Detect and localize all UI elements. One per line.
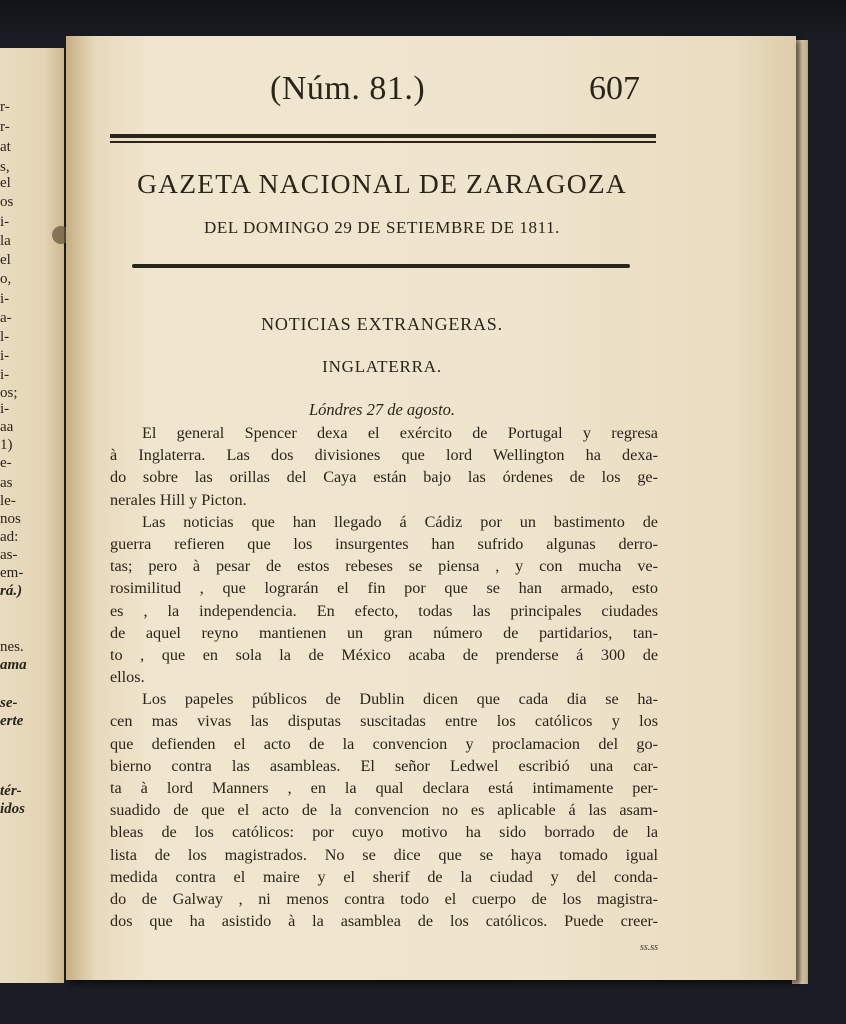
left-page-fragment: as <box>0 475 13 491</box>
left-page-fragment: as- <box>0 547 18 563</box>
text-line: nerales Hill y Picton. <box>110 490 247 509</box>
place-date: Lóndres 27 de agosto. <box>308 400 456 419</box>
text-line: rosimilitud , que lograrán el fin por que se han armado, esto <box>110 579 658 598</box>
text-line: dos que ha asistido à la asamblea de los católicos. Puede creer- <box>110 912 658 931</box>
left-page-fragment: i- <box>0 348 10 364</box>
left-page-fragment: i- <box>0 367 10 383</box>
text-line: do de Galway , ni menos contra todo el cuerpo de los magistra- <box>110 889 658 908</box>
page-number: 607 <box>589 70 640 107</box>
text-line: suadido de que el acto de la convencion no es aplicable á las asam- <box>110 801 658 820</box>
text-line: tas; pero à pesar de estos rebeses se piensa , y con mucha ve- <box>110 557 658 576</box>
left-page-fragment: at <box>0 139 11 155</box>
left-page-fragment: 1) <box>0 437 13 453</box>
left-page-fragment: rá.) <box>0 583 23 599</box>
left-page-fragment: l- <box>0 329 10 345</box>
left-page-fragment: el <box>0 175 11 191</box>
text-line: to , que en sola la de México acaba de prenderse á 300 de <box>110 645 658 664</box>
left-page-fragment: i- <box>0 291 10 307</box>
left-page-fragment: r- <box>0 99 10 115</box>
left-page-fragment: se- <box>0 695 18 711</box>
background <box>0 0 846 40</box>
left-page-fragment: el <box>0 252 11 268</box>
left-page-fragment: o, <box>0 271 12 287</box>
left-page-fragment: os <box>0 194 14 210</box>
left-page-fragment: idos <box>0 801 26 817</box>
text-line: bleas de los católicos: por cuyo motivo ha sido borrado de la <box>110 823 658 842</box>
left-page-fragment: nes. <box>0 639 24 655</box>
left-page-fragment: e- <box>0 455 12 471</box>
text-line: lista de los magistrados. No se dice que se haya tomado igual <box>110 845 658 864</box>
text-line: es , la independencia. En efecto, todas las principales ciudades <box>110 601 658 620</box>
left-page-edge <box>0 48 64 983</box>
thick-rule <box>132 264 630 268</box>
section-heading: NOTICIAS EXTRANGERAS. <box>261 314 503 334</box>
text-line: cen mas vivas las disputas suscitadas entre los católicos y los <box>110 712 658 731</box>
left-page-fragment: r- <box>0 119 10 135</box>
text-line: medida contra el maire y el sherif de la ciudad y del conda- <box>110 867 658 886</box>
left-page-fragment: os; <box>0 385 18 401</box>
left-page-fragment: ama <box>0 657 27 673</box>
left-page-fragment: aa <box>0 419 14 435</box>
masthead-title: GAZETA NACIONAL DE ZARAGOZA <box>137 168 627 199</box>
left-page-fragment: i- <box>0 401 10 417</box>
text-line: Los papeles públicos de Dublin dicen que cada dia se ha- <box>142 690 658 709</box>
left-page-fragment: le- <box>0 493 16 509</box>
footer-mark: ss.ss <box>640 942 659 953</box>
left-page-fragment: ad: <box>0 529 19 545</box>
text-line: do sobre las orillas del Caya están bajo las órdenes de los ge- <box>110 468 658 487</box>
text-line: de aquel reyno mantienen un gran número de partidarios, tan- <box>110 623 658 642</box>
text-line: ellos. <box>110 668 145 687</box>
issue-number: (Núm. 81.) <box>270 70 426 107</box>
dateline: DEL DOMINGO 29 DE SETIEMBRE DE 1811. <box>203 218 561 237</box>
text-line: El general Spencer dexa el exército de Portugal y regresa <box>142 424 658 442</box>
double-rule <box>110 134 656 146</box>
country-heading: INGLATERRA. <box>322 357 442 376</box>
text-line: guerra refieren que los insurgentes han sufrido algunas derro- <box>110 534 658 553</box>
issue-header <box>270 70 646 116</box>
text-line: à Inglaterra. Las dos divisiones que lord Wellington ha dexa- <box>110 446 658 465</box>
left-page-fragment: tér- <box>0 783 22 799</box>
text-line: ta à lord Manners , en la qual declara está intimamente per- <box>110 779 658 797</box>
text-line: Las noticias que han llegado á Cádiz por un bastimento de <box>142 512 658 531</box>
left-page-fragment: nos <box>0 511 21 527</box>
left-page-fragment: a- <box>0 310 12 326</box>
left-page-fragment: i- <box>0 214 10 230</box>
left-page-fragment: em- <box>0 565 24 581</box>
left-page-fragment: erte <box>0 713 24 729</box>
left-page-fragment: la <box>0 233 11 249</box>
text-line: bierno contra las asambleas. El señor Ledwel escribió una car- <box>110 756 658 775</box>
left-page-fragment: s, <box>0 159 10 175</box>
article-body <box>110 422 658 932</box>
text-line: que defienden el acto de la convencion y proclamacion del go- <box>110 734 658 753</box>
